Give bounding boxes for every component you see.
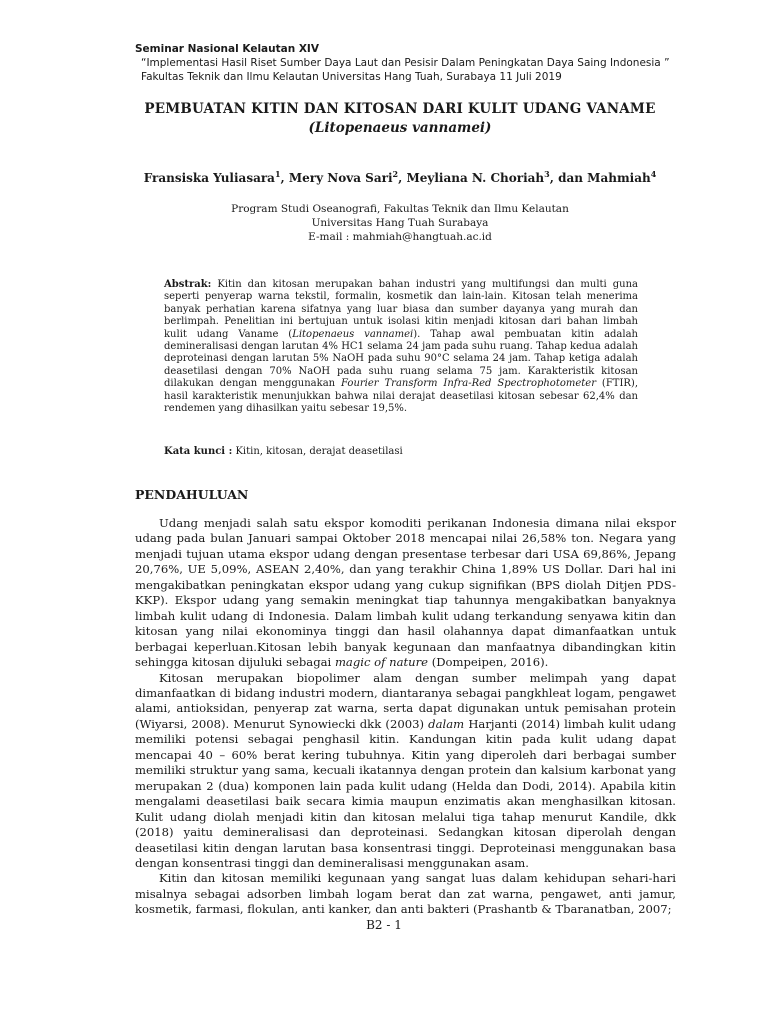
keywords bbox=[164, 446, 403, 457]
abstract-text: Kitin dan kitosan merupakan bahan industri yang multifungsi dan multi guna seperti penyerap warna tekstil, formalin, kosmetik dan lain-lain. Kitosan telah menerima banyak perhatian karena sifatnya yang luar biasa dan sumber dayanya yang murah dan berlimpah. Penelitian ini bertujuan untuk isolasi kitin menjadi kitosan dari bahan limbah kulit udang Vaname ( bbox=[164, 279, 638, 340]
paragraph-text: (Dompeipen, 2016). bbox=[428, 655, 549, 670]
paragraph-text: Kitosan merupakan biopolimer alam dengan sumber melimpah yang dapat dimanfaatkan di bidang industri modern, diantaranya sebagai pangkhleat logam, pengawet alami, antioksidan, penyerap zat warna, serta dapat digunakan untuk pemisahan protein (Wiyarsi, 2008). Menurut Synowiecki dkk (2003) bbox=[135, 670, 676, 731]
author-name: Mahmiah bbox=[587, 171, 651, 185]
paper-title bbox=[120, 100, 680, 138]
author-separator: , bbox=[398, 171, 407, 185]
running-header bbox=[135, 42, 670, 84]
author-list bbox=[120, 169, 680, 185]
author-separator: , dan bbox=[549, 171, 588, 185]
author-affiliation-mark: 1 bbox=[274, 169, 281, 179]
conference-name: Seminar Nasional Kelautan XIV bbox=[135, 43, 319, 55]
paragraph-italic: dalam bbox=[428, 716, 465, 731]
keywords-text: Kitin, kitosan, derajat deasetilasi bbox=[232, 446, 403, 457]
paragraph-text: Udang menjadi salah satu ekspor komoditi perikanan Indonesia dimana nilai ekspor udang pada bulan Januari sampai Oktober 2018 mencapai nilai 26,58% ton. Negara yang menjadi tujuan utama ekspor udang dengan presentase terbesar dari USA 69,86%, Jepang 20,76%, UE 5,09%, ASEAN 2,40%, dan yang terakhir China 1,89% US Dollar. Dari hal ini mengakibatkan peningkatan ekspor udang yang cukup signifikan (BPS diolah Ditjen PDS-KKP). Ekspor udang yang semakin meningkat tiap tahunnya mengakibatkan banyaknya limbah kulit udang di Indonesia. Dalam limbah kulit udang terkandung senyawa kitin dan kitosan yang nilai ekonominya tinggi dan hasil olahannya dapat dimanfaatkan untuk berbagai keperluan.Kitosan lebih banyak kegunaan dan manfaatnya dibandingkan kitin sehingga kitosan dijuluki sebagai bbox=[135, 516, 676, 670]
abstract-text: (FTIR), hasil karakteristik menunjukkan bahwa nilai derajat deasetilasi kitosan sebesar 62,4% dan rendemen yang dihasilkan yaitu sebesar 19,5%. bbox=[164, 378, 638, 415]
affiliation-university: Universitas Hang Tuah Surabaya bbox=[311, 217, 489, 229]
paragraph bbox=[135, 516, 676, 671]
paragraph-text: Harjanti (2014) limbah kulit udang memiliki potensi sebagai penghasil kitin. Kandungan kitin pada kulit udang dapat mencapai 40 – 60% berat kering tubuhnya. Kitin yang diperoleh dari berbagai sumber memiliki struktur yang sama, kecuali ikatannya dengan protein dan kalsium karbonat yang merupakan 2 (dua) komponen lain pada kulit udang (Helda dan Dodi, 2014). Apabila kitin mengalami deasetilasi baik secara kimia maupun enzimatis akan menghasilkan kitosan. Kulit udang diolah menjadi kitin dan kitosan melalui tiga tahap menurut Kandile, dkk (2018) yaitu demineralisasi dan deproteinasi. Sedangkan kitosan diperolah dengan deasetilasi kitin dengan larutan basa konsentrasi tinggi. Deproteinasi menggunakan basa dengan konsentrasi tinggi dan demineralisasi menggunakan asam. bbox=[135, 716, 676, 870]
keywords-label: Kata kunci : bbox=[164, 446, 233, 457]
title-main: PEMBUATAN KITIN DAN KITOSAN DARI KULIT UDANG VANAME bbox=[144, 101, 656, 117]
conference-theme: “Implementasi Hasil Riset Sumber Daya Laut dan Pesisir Dalam Peningkatan Daya Saing Indonesia ” bbox=[141, 57, 670, 69]
title-species: (Litopenaeus vannamei) bbox=[308, 120, 492, 136]
author-separator: , bbox=[280, 171, 289, 185]
author-name: Meyliana N. Choriah bbox=[406, 171, 545, 185]
section-heading: PENDAHULUAN bbox=[135, 487, 249, 502]
affiliation-email: E-mail : mahmiah@hangtuah.ac.id bbox=[308, 231, 492, 243]
abstract bbox=[164, 279, 638, 415]
abstract-text: ). Tahap awal pembuatan kitin adalah demineralisasi dengan larutan 4% HC1 selama 24 jam pada suhu ruang. Tahap kedua adalah deproteinasi dengan larutan 5% NaOH pada suhu 90°C selama 24 jam. Tahap ketiga adalah deasetilasi dengan 70% NaOH pada suhu ruang selama 75 jam. Karakteristik kitosan dilakukan dengan menggunakan bbox=[164, 328, 638, 390]
paragraph bbox=[135, 671, 676, 872]
paragraph bbox=[135, 871, 676, 917]
abstract-species: Litopenaeus vannamei bbox=[292, 328, 414, 340]
affiliation bbox=[120, 202, 680, 244]
author-affiliation-mark: 4 bbox=[650, 169, 657, 179]
conference-venue: Fakultas Teknik dan Ilmu Kelautan Universitas Hang Tuah, Surabaya 11 Juli 2019 bbox=[141, 71, 562, 83]
page-number: B2 - 1 bbox=[366, 918, 402, 932]
author-affiliation-mark: 3 bbox=[544, 169, 550, 179]
body-text bbox=[135, 516, 676, 918]
paragraph-text: Kitin dan kitosan memiliki kegunaan yang sangat luas dalam kehidupan sehari-hari misalnya sebagai adsorben limbah logam berat dan zat warna, pengawet, anti jamur, kosmetik, farmasi, flokulan, anti kanker, dan anti bakteri (Prashantb & Tbaranatban, 2007; bbox=[135, 871, 676, 917]
author-name: Mery Nova Sari bbox=[288, 171, 393, 185]
affiliation-department: Program Studi Oseanografi, Fakultas Teknik dan Ilmu Kelautan bbox=[231, 203, 569, 215]
abstract-label: Abstrak: bbox=[164, 279, 212, 290]
author-name: Fransiska Yuliasara bbox=[143, 171, 275, 185]
paragraph-italic: magic of nature bbox=[334, 655, 429, 670]
abstract-ftir-term: Fourier Transform Infra-Red Spectrophotometer bbox=[341, 378, 596, 390]
author-affiliation-mark: 2 bbox=[392, 169, 399, 179]
